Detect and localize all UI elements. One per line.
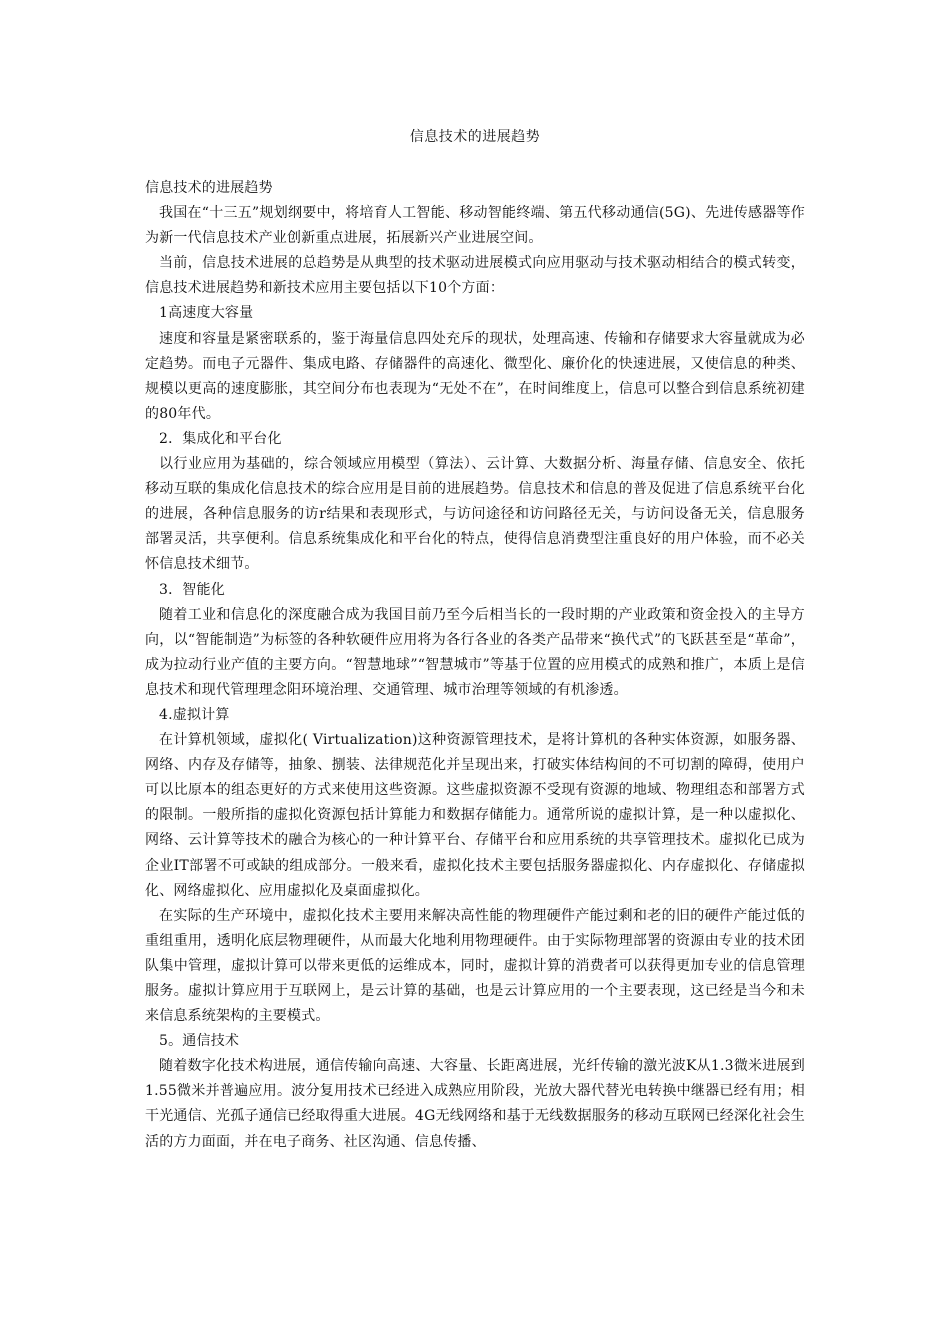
paragraph: 1高速度大容量 — [159, 305, 254, 322]
document-page — [145, 124, 805, 1155]
paragraph: 在实际的生产环境中，虚拟化技术主要用来解决高性能的物理硬件产能过剩和老的旧的硬件产能过低的重组重用，透明化底层物理硬件，从而最大化地利用物理硬件。由于实际物理部署的资源由专业的技术团队集中管理，虚拟计算可以带来更低的运维成本，同时，虚拟计算的消费者可以获得更加专业的信息管理服务。虚拟计算应用于互联网上，是云计算的基础，也是云计算应用的一个主要表现，这已经是当今和未来信息系统架构的主要模式。 — [145, 907, 805, 1025]
paragraph: 速度和容量是紧密联系的，鉴于海量信息四处充斥的现状，处理高速、传输和存储要求大容量就成为必定趋势。而电子元器件、集成电路、存储器件的高速化、微型化、廉价化的快速进展，又使信息的种类、规模以更高的速度膨胀，其空间分布也表现为“无处不在”，在时间维度上，信息可以整合到信息系统初建的80年代。 — [145, 330, 805, 422]
paragraph: 我国在“十三五”规划纲要中，将培育人工智能、移动智能终端、第五代移动通信(5G)、先进传感器等作为新一代信息技术产业创新重点进展，拓展新兴产业进展空间。 — [145, 205, 805, 247]
paragraph: 随着数字化技术构进展，通信传输向高速、大容量、长距离进展，光纤传输的激光波K从1.3微米进展到1.55微米并普遍应用。波分复用技术已经进入成熟应用阶段，光放大器代替光电转换中继器已经有用；相干光通信、光孤子通信已经取得重大进展。4G无线网络和基于无线数据服务的移动互联网已经深化社会生活的方力面面，并在电子商务、社区沟通、信息传播、 — [145, 1058, 805, 1150]
paragraph: 在计算机领域，虚拟化( Virtualization)这种资源管理技术，是将计算机的各种实体资源，如服务器、网络、内存及存储等，抽象、捌装、法律规范化并呈现出来，打破实体结构间的不可切割的障碍，使用户可以比原本的组态更好的方式来使用这些资源。这些虚拟资源不受现有资源的地域、物理组态和部署方式的限制。一般所指的虚拟化资源包括计算能力和数据存储能力。通常所说的虚拟计算，是一种以虚拟化、网络、云计算等技术的融合为核心的一种计算平台、存储平台和应用系统的共享管理技术。虚拟化已成为企业IT部署不可或缺的组成部分。一般来看，虚拟化技术主要包括服务器虚拟化、内存虚拟化、存储虚拟化、网络虚拟化、应用虚拟化及桌面虚拟化。 — [145, 732, 805, 899]
paragraph: 4.虚拟计算 — [159, 706, 230, 723]
document-title: 信息技术的进展趋势 — [409, 129, 541, 145]
paragraph: 当前，信息技术进展的总趋势是从典型的技术驱动进展模式向应用驱动与技术驱动相结合的模式转变，信息技术进展趋势和新技术应用主要包括以下10个方面： — [145, 255, 805, 297]
paragraph: 以行业应用为基础的，综合领域应用模型（算法）、云计算、大数据分析、海量存储、信息安全、依托移动互联的集成化信息技术的综合应用是目前的进展趋势。信息技术和信息的普及促进了信息系统平台化的进展，各种信息服务的访r结果和表现形式，与访问途径和访问路径无关，与访问设备无关，信息服务部署灵活，共享便利。信息系统集成化和平台化的特点，使得信息消费型注重良好的用户体验，而不必关怀信息技术细节。 — [145, 456, 805, 573]
document-body — [145, 176, 805, 1155]
paragraph: 3．智能化 — [159, 581, 225, 598]
paragraph: 5。通信技术 — [159, 1033, 240, 1050]
paragraph: 2．集成化和平台化 — [159, 430, 282, 447]
paragraph: 信息技术的进展趋势 — [145, 180, 273, 196]
paragraph: 随着工业和信息化的深度融合成为我国目前乃至今后相当长的一段时期的产业政策和资金投入的主导方向，以“智能制造”为标签的各种软硬件应用将为各行各业的各类产品带来“换代式”的飞跃甚至是“革命”，成为拉动行业产值的主要方向。“智慧地球”“智慧城市”等基于位置的应用模式的成熟和推广，本质上是信息技术和现代管理理念阳环境治理、交通管理、城市治理等领域的有机渗透。 — [145, 606, 805, 698]
